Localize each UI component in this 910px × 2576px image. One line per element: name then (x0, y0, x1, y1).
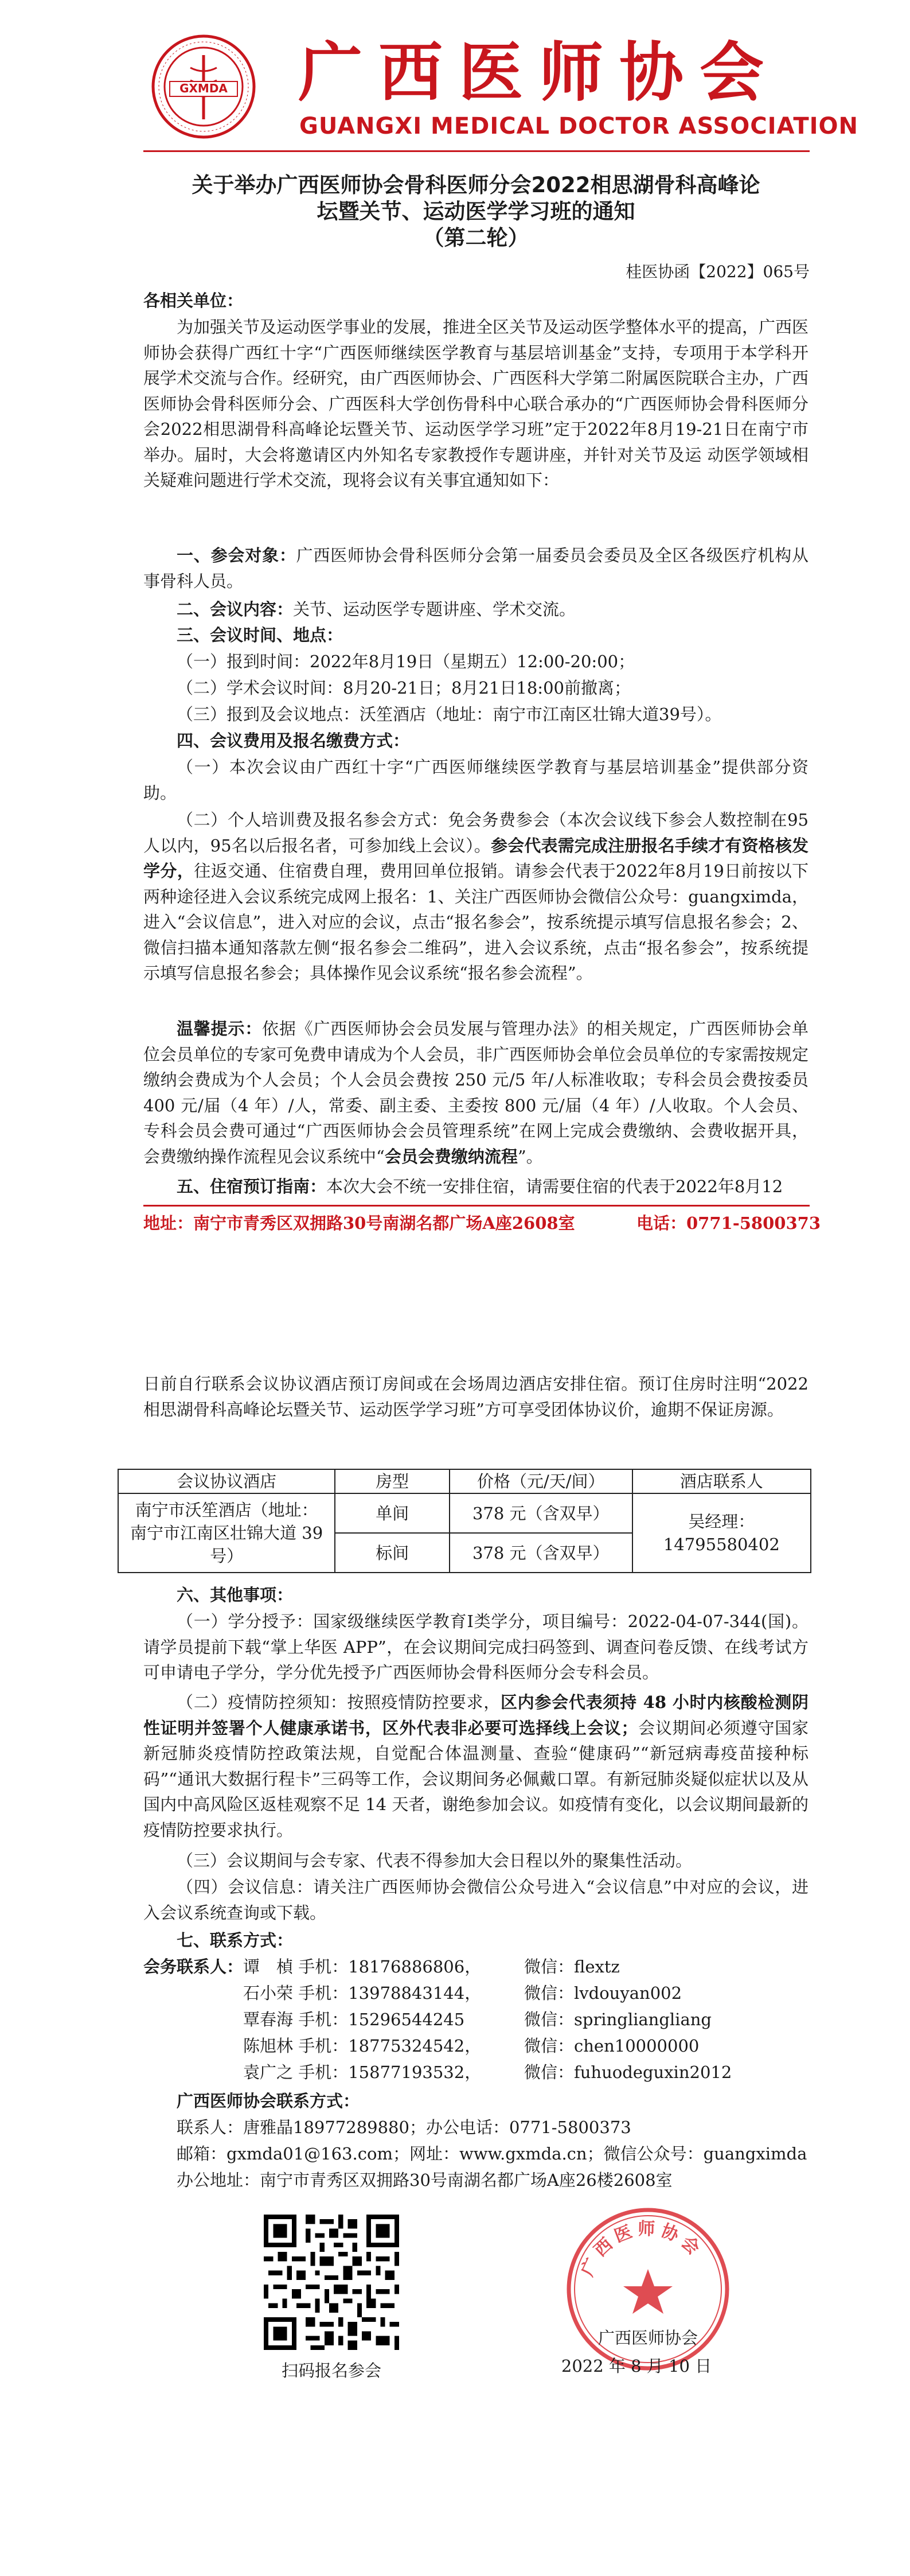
contact-name: 覃春海 (243, 2010, 294, 2029)
room-type-cell: 单间 (335, 1493, 450, 1533)
contact-phone: 手机：15877193532， (298, 2063, 482, 2082)
room-type-cell: 标间 (335, 1533, 450, 1573)
tip-text: 依据《广西医师协会会员发展与管理办法》的相关规定，广西医师协会单位会员单位的专家可免费申请成为个人会员，非广西医师协会单位会员单位的专家需按规定缴纳会费成为个人会员；个人会员会费按 250 元/5 年/人标准收取；专科会员会费按委员 400 元/届（4 年）/人，常委、副主委、主委按 800 元/届（4 年）/人收取。个人会员、专科会员会费可通过“广西医师协会会员管理系统”在网上完成会费缴纳、会费收据开具，会费缴纳操作流程见会议系统中“ (143, 1019, 809, 1166)
logo-abbreviation: GXMDA (179, 81, 228, 95)
contact-phone: 手机：13978843144， (298, 1983, 482, 2003)
title-line-1: 关于举办广西医师协会骨科医师分会2022相思湖骨科高峰论 (192, 173, 760, 197)
signature-date: 2022 年 8 月 10 日 (561, 2356, 712, 2376)
table-header: 酒店联系人 (632, 1469, 811, 1493)
contact-wechat: 微信：springliangliang (524, 2010, 712, 2029)
section-6-para-2-rest: 会议期间必须遵守国家新冠肺炎疫情防控政策法规，自觉配合体温测量、查验“健康码”“新冠病毒疫苗接种标码”“通讯大数据行程卡”三码等工作，会议期间务必佩戴口罩。有新冠肺炎疑似症状以及从国内中高风险区返桂观察不足 14 天者，谢绝参加会议。如疫情有变化，以会议期间最新的疫情防控要求执行。 (143, 1718, 809, 1840)
header-divider (143, 150, 810, 152)
section-1-label: 一、参会对象： (177, 546, 296, 565)
section-3-label: 三、会议时间、地点： (177, 625, 343, 645)
section-4-tip (143, 1016, 809, 1169)
document-number: 桂医协函【2022】065号 (626, 262, 810, 281)
table-header-row (118, 1469, 811, 1493)
section-2 (143, 597, 809, 622)
contact-wechat: 微信：lvdouyan002 (524, 1983, 682, 2003)
section-4-label: 四、会议费用及报名缴费方式： (177, 731, 410, 750)
contact-name: 石小荣 (243, 1983, 294, 2003)
section-5-text: 本次大会不统一安排住宿，请需要住宿的代表于2022年8月12 (326, 1177, 783, 1196)
footer-phone: 电话：0771-5800373 (636, 1213, 821, 1233)
organization-name-en: GUANGXI MEDICAL DOCTOR ASSOCIATION (299, 113, 859, 139)
association-contact-line: 联系人：唐雅晶18977289880；办公电话：0771-5800373 (177, 2118, 631, 2137)
contact-name: 陈旭林 (243, 2036, 294, 2056)
title-line-3: （第二轮） (423, 225, 529, 250)
contact-item (243, 2007, 464, 2032)
seal-text: 广西医师协会 (577, 2219, 707, 2279)
section-4-para-1: （一）本次会议由广西红十字“广西医师继续医学教育与基层培训基金”提供部分资助。 (143, 757, 809, 803)
contacts-group-label: 会务联系人： (143, 1957, 244, 1976)
association-contact-line: 邮箱：gxmda01@163.com；网址：www.gxmda.cn；微信公众号：guangximda (177, 2144, 807, 2163)
section-6-para-3: （三）会议期间与会专家、代表不得参加大会日程以外的聚集性活动。 (177, 1851, 693, 1870)
footer-divider (143, 1205, 810, 1207)
section-5-continued: 日前自行联系会议协议酒店预订房间或在会场周边酒店安排住宿。预订住房时注明“2022相思湖骨科高峰论坛暨关节、运动医学学习班”方可享受团体协议价，逾期不保证房源。 (143, 1374, 809, 1419)
contact-item (243, 1954, 481, 1979)
contact-name: 袁广之 (243, 2063, 294, 2082)
salutation: 各相关单位： (143, 291, 244, 310)
association-contact-label: 广西医师协会联系方式： (177, 2091, 360, 2111)
hotel-contact-cell: 吴经理：14795580402 (632, 1493, 811, 1573)
section-5 (143, 1174, 809, 1200)
qr-caption: 扫码报名参会 (281, 2361, 381, 2380)
table-header: 价格（元/天/间） (450, 1469, 632, 1493)
association-contact-line: 办公地址：南宁市青秀区双拥路30号南湖名都广场A座26楼2608室 (177, 2170, 673, 2190)
price-cell: 378 元（含双早） (450, 1533, 632, 1573)
section-3-item: （一）报到时间：2022年8月19日（星期五）12:00-20:00； (177, 652, 635, 671)
price-cell: 378 元（含双早） (450, 1493, 632, 1533)
section-1 (143, 543, 809, 594)
contact-wechat: 微信：chen10000000 (524, 2036, 700, 2056)
section-6-para-2-text: （二）疫情防控须知：按照疫情防控要求， (177, 1692, 501, 1712)
table-row (118, 1493, 811, 1533)
section-7-label: 七、联系方式： (177, 1931, 294, 1950)
section-4-para-2-emphasis: 参会代表需完成注册报名手续才有资格核发学分， (143, 835, 809, 881)
contact-item (243, 2060, 481, 2085)
contact-item (243, 2033, 481, 2059)
section-4-para-2-rest: 往返交通、住宿费自理，费用回单位报销。请参会代表于2022年8月19日前按以下两种途径进入会议系统完成网上报名：1、关注广西医师协会微信公众号：guangximda，进入“会议信息”，进入对应的会议，点击“报名参会”，按系统提示填写信息报名参会；2、微信扫描本通知落款左侧“报名参会二维码”，进入会议系统，点击“报名参会”，按系统提示填写信息报名参会；具体操作见会议系统“报名参会流程”。 (143, 861, 809, 983)
section-6-para-2 (143, 1690, 809, 1843)
section-3-item: （二）学术会议时间：8月20-21日；8月21日18:00前撤离； (177, 678, 631, 698)
registration-qr-code[interactable] (264, 2215, 399, 2350)
section-6-para-2-emphasis: 区内参会代表须持 48 小时内核酸检测阴性证明并签署个人健康承诺书，区外代表非必要可选择线上会议； (143, 1692, 809, 1738)
notice-title (143, 172, 809, 251)
section-4-para-2 (143, 807, 809, 986)
section-3-item: （三）报到及会议地点：沃笙酒店（地址：南宁市江南区壮锦大道39号）。 (177, 705, 722, 724)
contact-wechat: 微信：fuhuodeguxin2012 (524, 2063, 732, 2082)
section-6-para-4: （四）会议信息：请关注广西医师协会微信公众号进入“会议信息”中对应的会议，进入会议系统查询或下载。 (143, 1877, 809, 1923)
tip-label: 温馨提示： (177, 1019, 263, 1038)
hotel-name-cell: 南宁市沃笙酒店（地址：南宁市江南区壮锦大道 39 号） (118, 1493, 335, 1573)
contact-phone: 手机：18775324542， (298, 2036, 482, 2056)
footer-address: 地址：南宁市青秀区双拥路30号南湖名都广场A座2608室 (143, 1213, 575, 1233)
letterhead (0, 0, 910, 161)
contact-item (243, 1980, 481, 2006)
tip-emphasis: 会员会费缴纳流程 (384, 1146, 518, 1166)
contact-wechat: 微信：flextz (524, 1957, 620, 1976)
tip-text-end: ”。 (517, 1146, 543, 1166)
table-header: 房型 (335, 1469, 450, 1493)
signature-org: 广西医师协会 (597, 2328, 698, 2348)
section-2-text: 关节、运动医学专题讲座、学术交流。 (293, 600, 576, 619)
intro-paragraph: 为加强关节及运动医学事业的发展，推进全区关节及运动医学整体水平的提高，广西医师协会获得广西红十字“广西医师继续医学教育与基层培训基金”支持，专项用于本学科开展学术交流与合作。经研究，由广西医师协会、广西医科大学第二附属医院联合主办，广西医师协会骨科医师分会、广西医科大学创伤骨科中心联合承办的“广西医师协会骨科医师分会2022相思湖骨科高峰论坛暨关节、运动医学学习班”定于2022年8月19-21日在南宁市举办。届时，大会将邀请区内外知名专家教授作专题讲座，并针对关节及运 动医学领域相关疑难问题进行学术交流，现将会议有关事宜通知如下： (143, 317, 809, 490)
section-5-label: 五、住宿预订指南： (177, 1177, 327, 1196)
contact-name: 谭 楨 (243, 1957, 294, 1976)
section-4-para-2-text: （二）个人培训费及报名参会方式：免会务费参会（本次会议线下参会人数控制在95人以内，95名以后报名者，可参加线上会议）。 (143, 810, 809, 855)
section-2-label: 二、会议内容： (177, 600, 294, 619)
hotel-table (118, 1469, 811, 1573)
table-header: 会议协议酒店 (118, 1469, 335, 1493)
organization-name-cn: 广西医师协会 (298, 35, 780, 110)
title-line-2: 坛暨关节、运动医学学习班的通知 (317, 199, 635, 224)
section-1-text: 广西医师协会骨科医师分会第一届委员会委员及全区各级医疗机构从事骨科人员。 (143, 546, 809, 591)
contact-phone: 手机：18176886806， (298, 1957, 482, 1976)
contact-phone: 手机：15296544245 (298, 2010, 465, 2029)
section-6-label: 六、其他事项： (177, 1585, 294, 1605)
section-6-para-1: （一）学分授予：国家级继续医学教育Ⅰ类学分，项目编号：2022-04-07-344(国)。请学员提前下载“掌上华医 APP”，在会议期间完成扫码签到、调查问卷反馈、在线考试方可申请电子学分，学分优先授予广西医师协会骨科医师分会专科会员。 (143, 1612, 809, 1682)
